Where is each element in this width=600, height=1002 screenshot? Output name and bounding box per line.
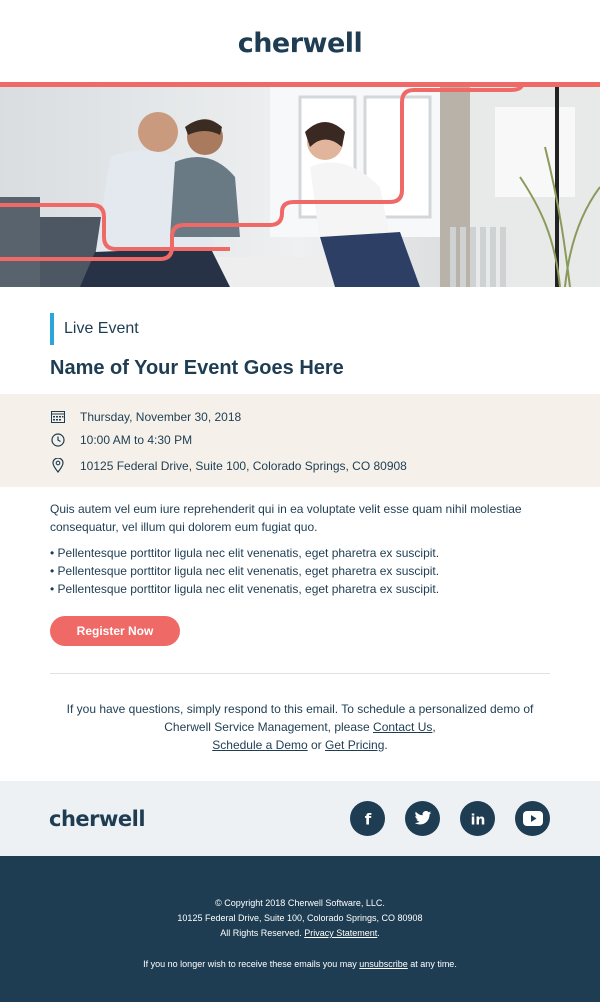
unsubscribe-text: If you no longer wish to receive these emails you may <box>143 959 360 969</box>
contact-us-link[interactable]: Contact Us <box>373 720 433 734</box>
event-details <box>0 394 600 487</box>
questions-text-part: or <box>307 738 326 752</box>
list-item: • Pellentesque porttitor ligula nec elit venenatis, eget pharetra ex suscipit. <box>50 582 440 596</box>
unsubscribe-text-end: at any time. <box>407 959 457 969</box>
questions-text-part: . <box>384 738 388 752</box>
svg-text:f: f <box>364 810 371 827</box>
event-time: 10:00 AM to 4:30 PM <box>80 433 193 448</box>
footer-address: 10125 Federal Drive, Suite 100, Colorado Springs, CO 80908 <box>177 913 423 923</box>
questions-text-part: If you have questions, simply respond to this email. To schedule a personalized demo of Cherwell Service Management, please <box>66 702 534 734</box>
linkedin-icon[interactable] <box>460 801 495 836</box>
clock-icon <box>50 432 66 448</box>
copyright-text: © Copyright 2018 Cherwell Software, LLC. <box>215 898 385 908</box>
questions-text <box>0 674 600 781</box>
unsubscribe-link[interactable]: unsubscribe <box>359 959 408 969</box>
cherwell-logo[interactable]: cherwell <box>237 27 363 59</box>
unsubscribe-line <box>0 957 600 972</box>
meeting-photo <box>0 87 600 287</box>
svg-text:in: in <box>470 812 485 827</box>
event-date: Thursday, November 30, 2018 <box>80 409 242 424</box>
event-location-row <box>50 454 550 478</box>
rights-line <box>0 926 600 941</box>
social-links <box>350 801 550 836</box>
body-paragraph: Quis autem vel eum iure reprehenderit qui in ea voluptate velit esse quam nihil molestiae consequatur, vel illum qui dolorem eum fugiat quo. <box>50 502 522 534</box>
schedule-demo-link[interactable]: Schedule a Demo <box>212 738 308 752</box>
event-intro <box>0 287 600 394</box>
event-date-row <box>50 405 550 429</box>
rights-text-end: . <box>377 928 380 938</box>
email-footer <box>0 856 600 1002</box>
twitter-icon[interactable] <box>405 801 440 836</box>
email-header <box>0 0 600 82</box>
bullet-list <box>50 544 550 598</box>
youtube-icon[interactable] <box>515 801 550 836</box>
event-location: 10125 Federal Drive, Suite 100, Colorado Springs, CO 80908 <box>80 458 407 473</box>
calendar-icon <box>50 409 66 425</box>
hero-image <box>0 82 600 287</box>
get-pricing-link[interactable]: Get Pricing <box>325 738 385 752</box>
footer-brand-bar <box>0 781 600 856</box>
questions-text-part: , <box>432 720 436 734</box>
facebook-icon[interactable] <box>350 801 385 836</box>
list-item: • Pellentesque porttitor ligula nec elit venenatis, eget pharetra ex suscipit. <box>50 546 440 560</box>
map-pin-icon <box>50 458 66 474</box>
email-body <box>0 487 600 646</box>
event-time-row <box>50 429 550 453</box>
footer-cherwell-logo[interactable]: cherwell <box>49 806 146 831</box>
privacy-statement-link[interactable]: Privacy Statement <box>304 928 378 938</box>
event-type-label: Live Event <box>50 313 550 345</box>
register-now-button[interactable]: Register Now <box>50 616 180 646</box>
event-title: Name of Your Event Goes Here <box>50 357 344 379</box>
list-item: • Pellentesque porttitor ligula nec elit venenatis, eget pharetra ex suscipit. <box>50 564 440 578</box>
rights-text: All Rights Reserved. <box>220 928 305 938</box>
